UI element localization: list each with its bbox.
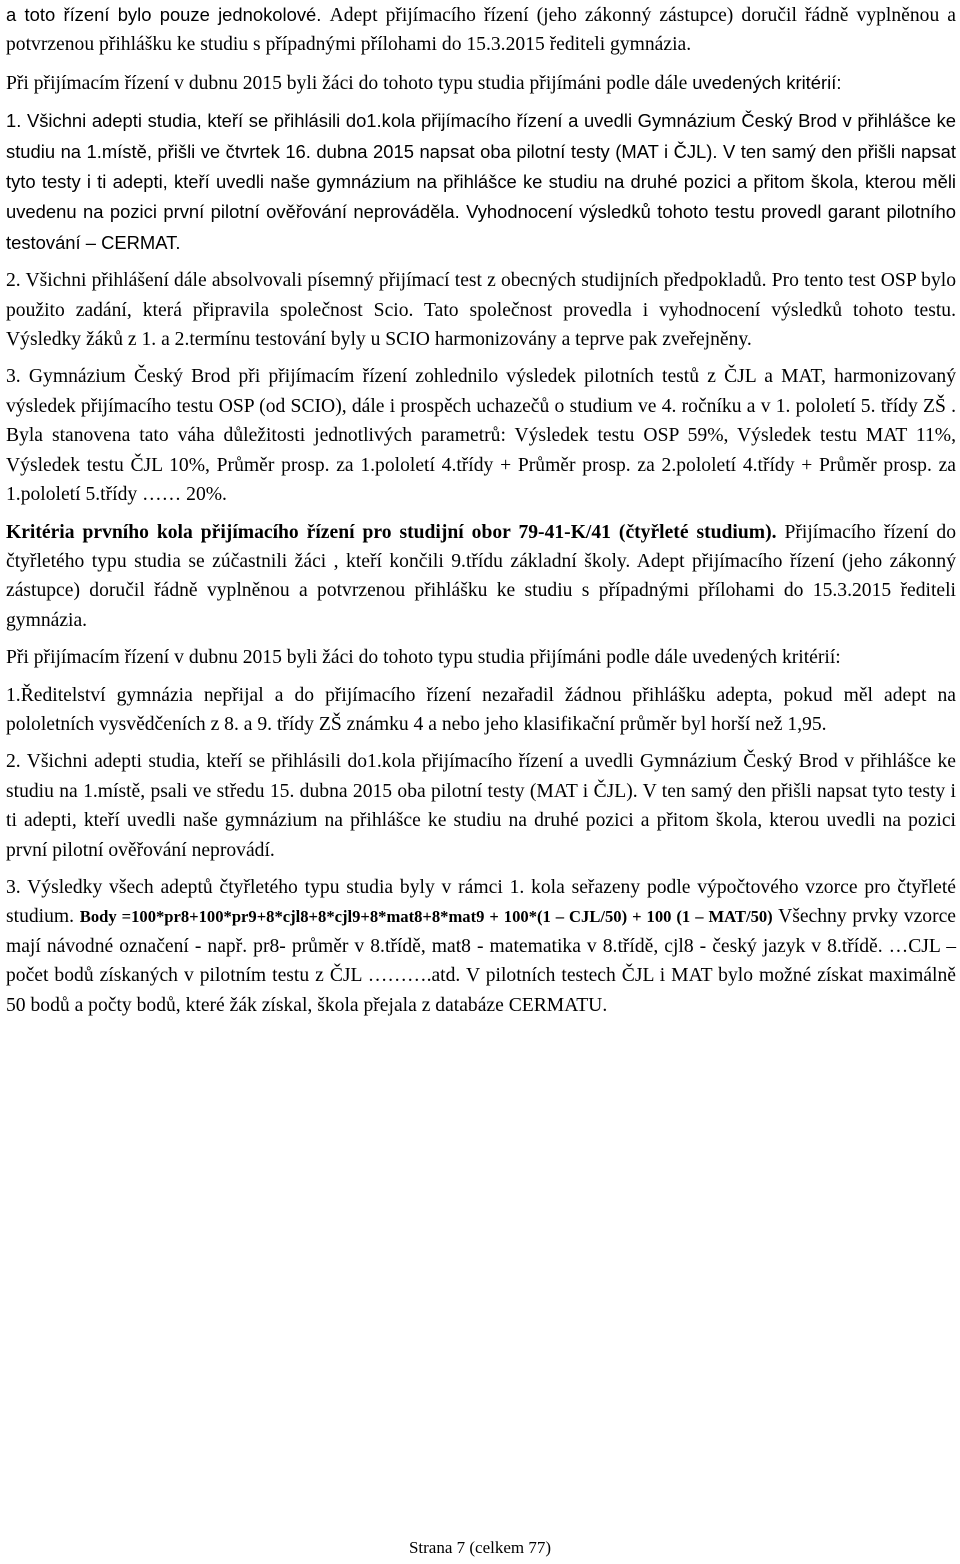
- document-body: [6, 0, 956, 1028]
- paragraph-text: Adept přijímacího řízení (jeho zákonný zástupce) doručil řádně vyplněnou a potvrzenou přihlášku ke studiu s případnými přílohami do 15.3.2015 řediteli gymnázia.: [6, 5, 956, 56]
- paragraph-text-sans: v přihlášce ke studiu na 1.místě, přišli ve čtvrtek 16.: [6, 110, 956, 162]
- page-number-label: Strana 7 (celkem 77): [408, 1538, 552, 1557]
- page-footer: [0, 1538, 960, 1558]
- paragraph-four-year-heading: [6, 518, 956, 636]
- paragraph-criterion-3: [6, 362, 956, 509]
- paragraph-criteria-intro: [6, 68, 956, 98]
- paragraph-text-sans: uvedených kritérií:: [692, 71, 842, 93]
- paragraph-four-year-criterion-3: [6, 873, 956, 1020]
- paragraph-text: Všechny prvky vzorce mají návodné označení - např. pr8- průměr v 8.třídě, mat8 - matematika v 8.třídě, cjl8 - český jazyk v 8.třídě. …CJL – počet bodů získaných v pilotním testu z ČJL ……….atd. V pilotních testech ČJL i MAT bylo možné získat maximálně 50 bodů a počty bodů, které žák získal, škola přejala z databáze CERMATU.: [6, 906, 957, 1016]
- paragraph-text-sans: dubna 2015 napsat oba pilotní testy (MAT i ČJL). V ten samý den přišli napsat tyto testy i ti adepti, kteří uvedli naše gymnázium na přihlášce ke studiu na druhé pozici a přitom škola, kterou měli uvedenu na pozici první pilotní ověřování neprováděla. Vyhodnocení výsledků tohoto testu provedl garant pilotního testování – CERMAT.: [6, 140, 956, 253]
- paragraph-four-year-criteria-intro: [6, 643, 956, 672]
- paragraph-text: Při přijímacím řízení v dubnu 2015 byli žáci do tohoto typu studia přijímáni podle dále uvedených kritérií:: [6, 647, 841, 669]
- paragraph-text: Přijímacího řízení do čtyřletého typu studia se zúčastnili žáci , kteří končili 9.třídu základní školy. Adept přijímacího řízení (jeho zákonný zástupce) doručil řádně vyplněnou a potvrzenou přihlášku ke studiu s případnými přílohami do 15.3.2015 řediteli gymnázia.: [6, 521, 956, 631]
- paragraph-text: 1.Ředitelství gymnázia nepřijal a do přijímacího řízení nezařadil žádnou přihlášku adepta, pokud měl adept na pololetních vysvědčeních z 8. a 9. třídy ZŠ známku 4 a nebo jeho klasifikační průměr byl horší než 1,95.: [6, 684, 956, 735]
- paragraph-text: Při přijímacím řízení v dubnu 2015 byli žáci do tohoto typu studia přijímáni podle dále: [6, 72, 693, 94]
- paragraph-criterion-1: [6, 106, 956, 258]
- paragraph-text-sans: 1. Všichni adepti studia, kteří se přihlásili do1.kola přijímacího řízení a uvedli Gymnázium Český Brod: [6, 110, 843, 132]
- paragraph-four-year-criterion-1: [6, 681, 956, 740]
- formula-text: Body =100*pr8+100*pr9+8*cjl8+8*cjl9+8*mat8+8*mat9 + 100*(1 – CJL/50) + 100 (1 – MAT/50): [79, 907, 773, 927]
- paragraph-text: 2. Všichni přihlášení dále absolvovali písemný přijímací test z obecných studijních předpokladů. Pro tento test OSP bylo použito zadání, která připravila společnost Scio. Tato společnost provedla i vyhodnocení výsledků tohoto testu. Výsledky žáků z 1. a 2.termínu testování byly u SCIO harmonizovány a teprve pak zveřejněny.: [6, 270, 956, 351]
- paragraph-four-year-criterion-2: [6, 747, 956, 865]
- paragraph-intro-continuation: [6, 0, 956, 60]
- paragraph-text-sans: a toto řízení bylo pouze jednokolové.: [6, 4, 330, 25]
- paragraph-criterion-2: [6, 266, 956, 354]
- paragraph-text: 3. Gymnázium Český Brod při přijímacím řízení zohlednilo výsledek pilotních testů z ČJL a MAT, harmonizovaný výsledek přijímacího testu OSP (od SCIO), dále i prospěch uchazečů o studium ve 4. ročníku a v 1. pololetí 5. třídy ZŠ . Byla stanovena tato váha důležitosti jednotlivých parametrů: Výsledek testu OSP 59%, Výsledek testu MAT 11%, Výsledek testu ČJL 10%, Průměr prosp. za 1.pololetí 4.třídy + Průměr prosp. za 2.pololetí 4.třídy + Průměr prosp. za 1.pololetí 5.třídy …… 20%.: [6, 366, 956, 506]
- paragraph-text: 3. Výsledky všech adeptů čtyřletého typu studia byly v rámci 1. kola seřazeny podle výpočtového vzorce pro čtyřleté studium.: [6, 876, 956, 928]
- paragraph-text: 2. Všichni adepti studia, kteří se přihlásili do1.kola přijímacího řízení a uvedli Gymnázium Český Brod v přihlášce ke studiu na 1.místě, psali ve středu 15. dubna 2015 oba pilotní testy (MAT i ČJL). V ten samý den přišli napsat tyto testy i ti adepti, kteří uvedli naše gymnázium na přihlášce ke studiu na druhé pozici a přitom škola, kterou uvedli na pozici první pilotní ověřování neprovádí.: [6, 751, 956, 861]
- section-heading: Kritéria prvního kola přijímacího řízení pro studijní obor 79-41-K/41 (čtyřleté studium).: [6, 521, 777, 543]
